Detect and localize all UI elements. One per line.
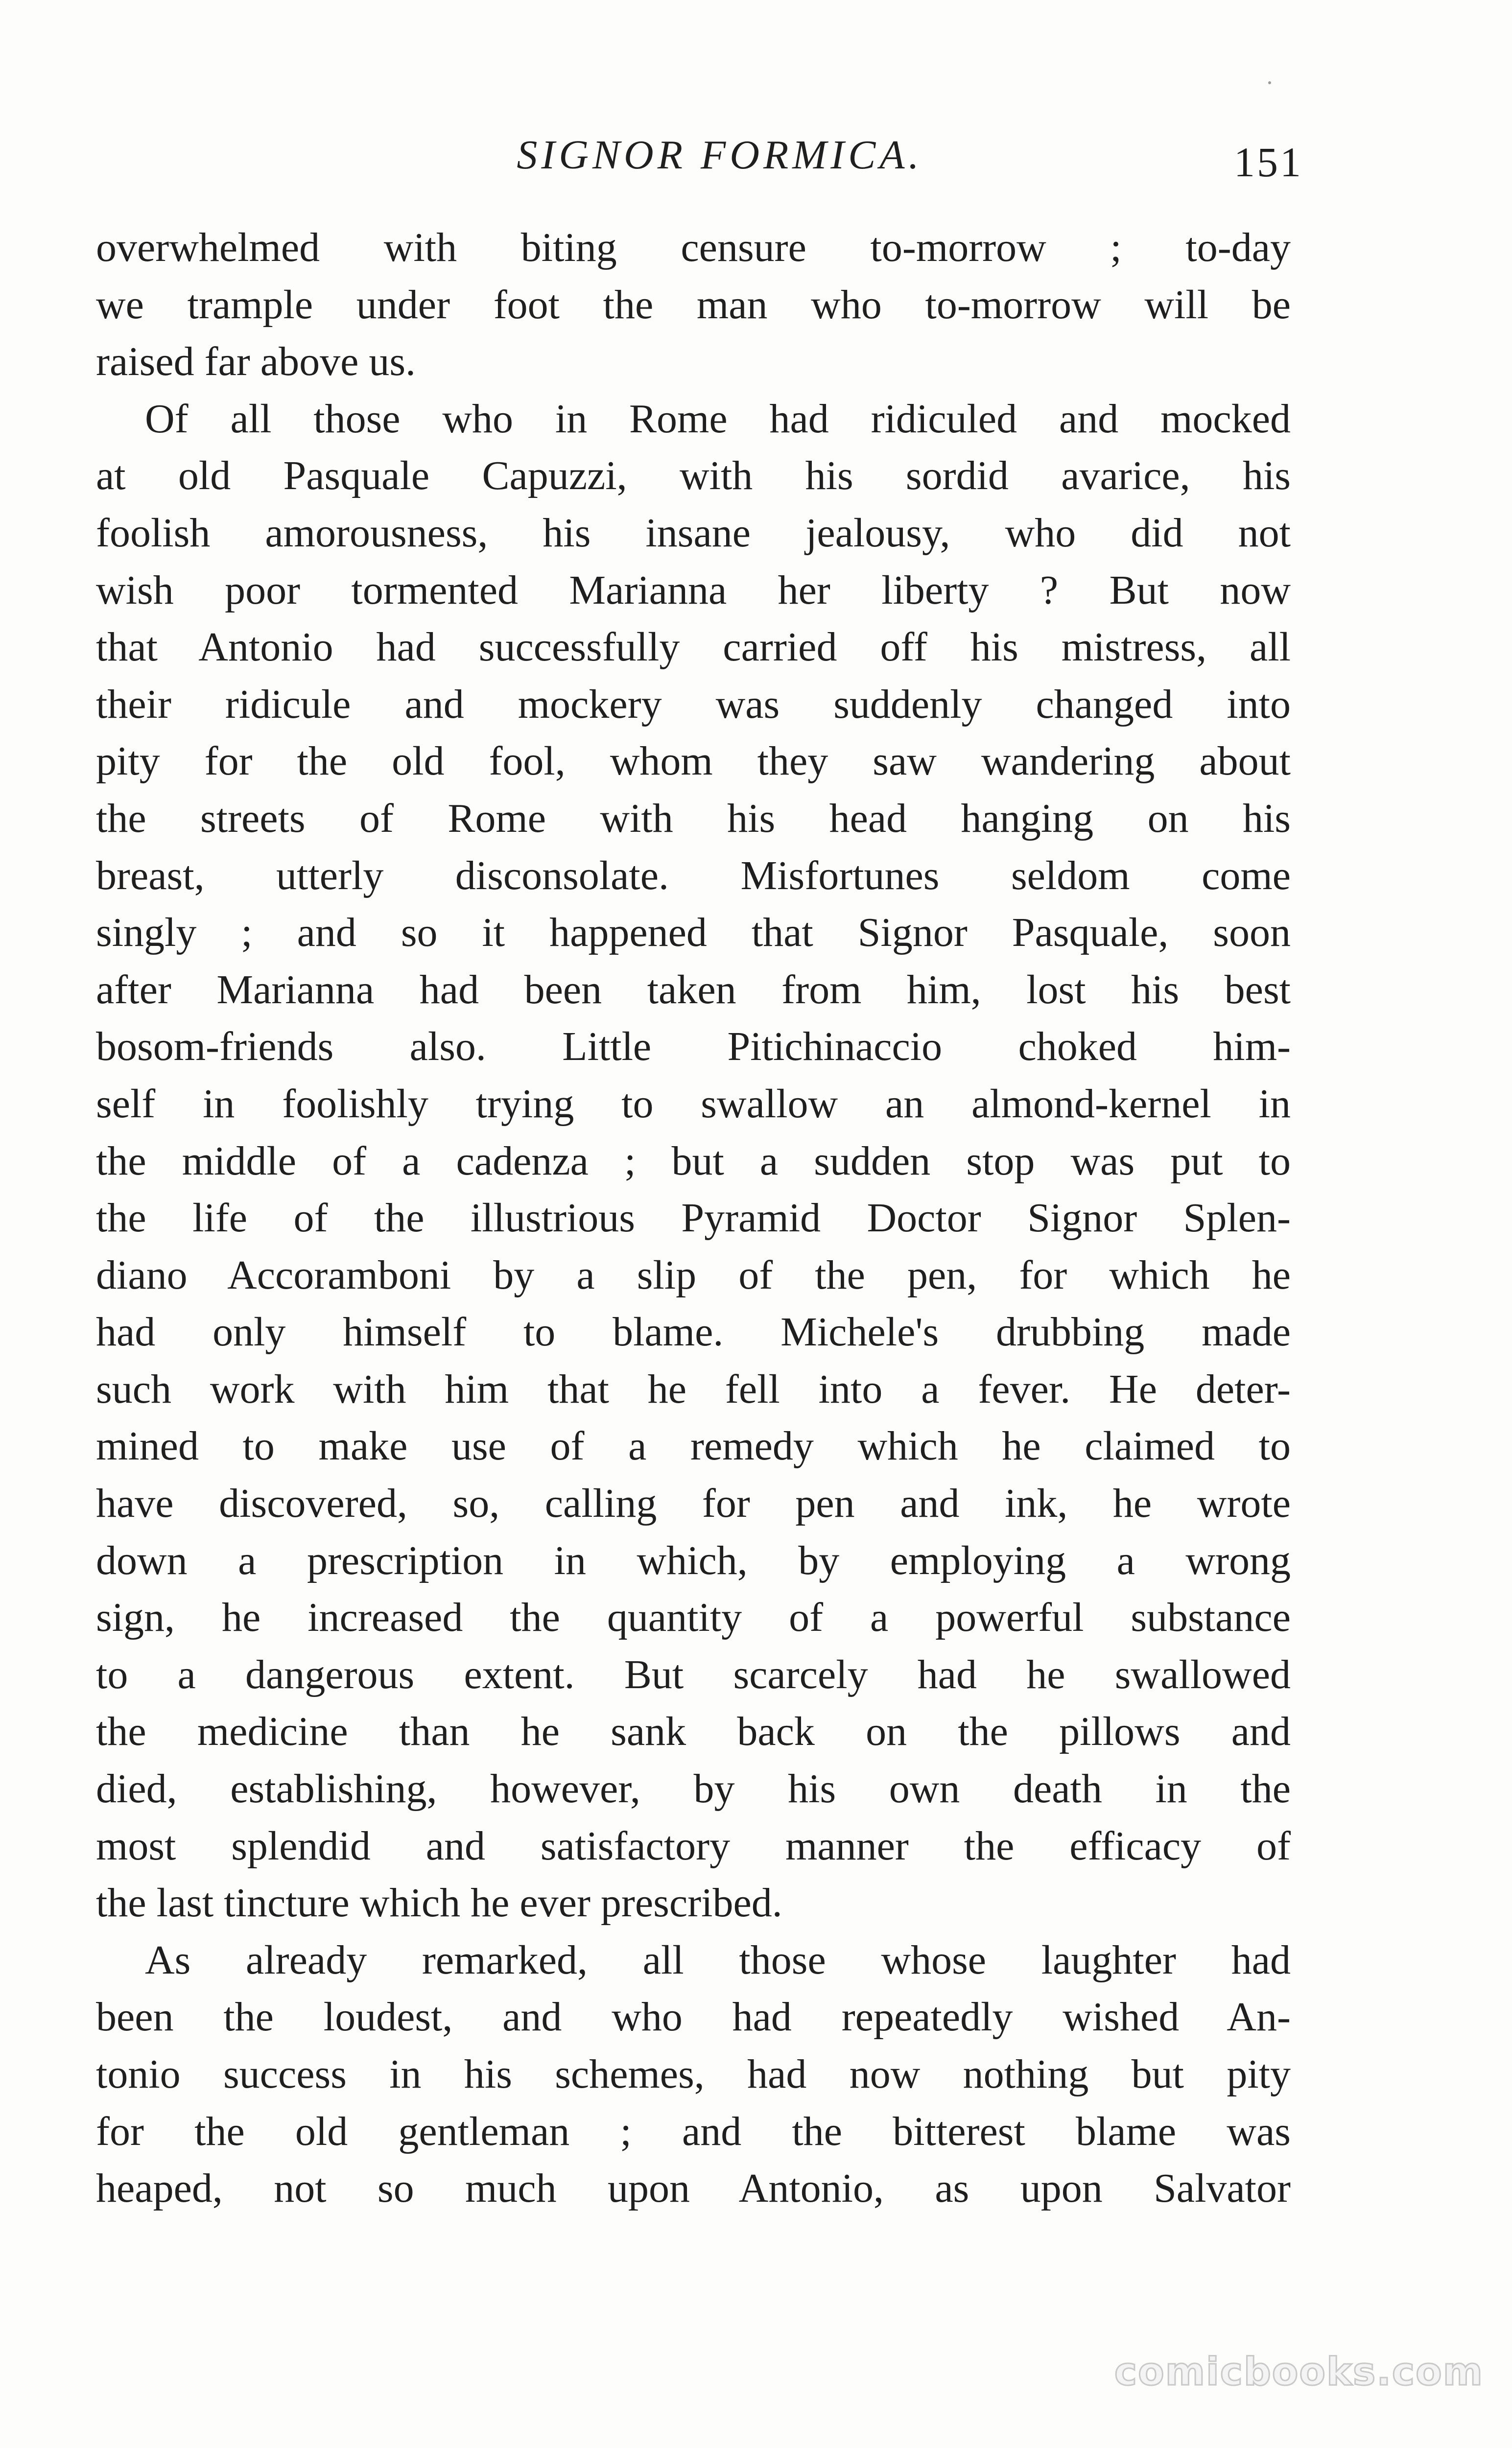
text-line: the life of the illustrious Pyramid Doctor Signor Splen- [96,1195,1291,1241]
text-line: had only himself to blame. Michele's drubbing made [96,1309,1291,1355]
text-line: foolish amorousness, his insane jealousy, who did not [96,510,1291,556]
text-line: self in foolishly trying to swallow an almond-kernel in [96,1081,1291,1127]
text-line: most splendid and satisfactory manner the efficacy of [96,1823,1291,1869]
text-line: down a prescription in which, by employing a wrong [96,1537,1291,1583]
body-text [96,219,1291,2217]
paragraph [96,1932,1291,2217]
text-line: tonio success in his schemes, had now nothing but pity [96,2051,1291,2097]
text-line: have discovered, so, calling for pen and ink, he wrote [96,1481,1291,1527]
page-number: 151 [1234,139,1303,186]
text-line: heaped, not so much upon Antonio, as upon Salvator [96,2166,1291,2212]
watermark: comicbooks.com [1114,2350,1484,2394]
text-line: after Marianna had been taken from him, lost his best [96,966,1291,1012]
text-line: singly ; and so it happened that Signor Pasquale, soon [96,910,1291,956]
text-line: their ridicule and mockery was suddenly changed into [96,681,1291,727]
text-line: for the old gentleman ; and the bitterest blame was [96,2108,1291,2154]
text-line: diano Accoramboni by a slip of the pen, for which he [96,1252,1291,1298]
text-line: at old Pasquale Capuzzi, with his sordid avarice, his [96,453,1291,499]
text-line: the middle of a cadenza ; but a sudden stop was put to [96,1138,1291,1184]
text-line: As already remarked, all those whose laughter had [145,1937,1291,1983]
text-line: the last tincture which he ever prescribed. [96,1880,782,1926]
text-line: we trample under foot the man who to-morrow will be [96,282,1291,328]
text-line: died, establishing, however, by his own death in the [96,1766,1291,1812]
text-line: to a dangerous extent. But scarcely had he swallowed [96,1651,1291,1697]
text-line: been the loudest, and who had repeatedly wished An- [96,1994,1291,2040]
paragraph [96,391,1291,1932]
text-line: the medicine than he sank back on the pillows and [96,1709,1291,1755]
text-line: such work with him that he fell into a fever. He deter- [96,1366,1291,1412]
text-line: that Antonio had successfully carried off his mistress, all [96,624,1291,670]
running-head: SIGNOR FORMICA. [517,132,923,178]
paper-speck [1268,81,1271,84]
text-line: raised far above us. [96,339,416,385]
text-line: sign, he increased the quantity of a powerful substance [96,1595,1291,1641]
text-line: Of all those who in Rome had ridiculed and mocked [145,396,1291,442]
text-line: wish poor tormented Marianna her liberty ? But now [96,567,1291,613]
text-line: breast, utterly disconsolate. Misfortunes seldom come [96,852,1291,898]
paragraph [96,219,1291,391]
text-line: bosom-friends also. Little Pitichinaccio choked him- [96,1024,1291,1070]
text-line: mined to make use of a remedy which he claimed to [96,1423,1291,1469]
text-line: overwhelmed with biting censure to-morrow ; to-day [96,225,1291,270]
text-line: the streets of Rome with his head hanging on his [96,795,1291,841]
text-line: pity for the old fool, whom they saw wandering about [96,738,1291,784]
